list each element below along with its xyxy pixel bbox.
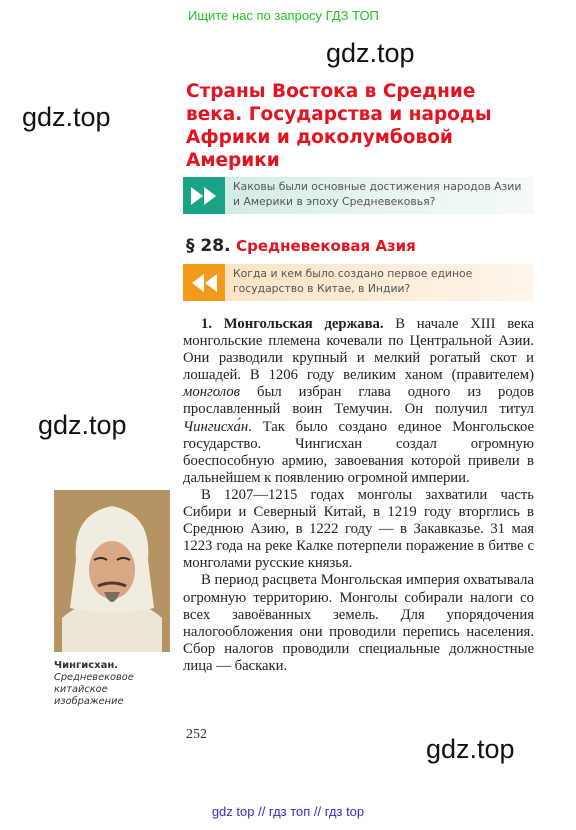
bottom-links[interactable]: gdz top // гдз топ // гдз top [211,804,365,819]
portrait-caption [54,660,174,708]
chapter-question-box [183,177,533,214]
genghis-khan-portrait [54,490,170,652]
page-number: 252 [186,727,207,742]
top-search-banner: Ищите нас по запросу ГДЗ ТОП [188,8,379,23]
section-title: Средневековая Азия [236,237,416,255]
chapter-title: Страны Востока в Средние века. Государства и народы Африки и доколумбовой Америки [186,81,492,171]
paragraph-3: В период расцвета Монгольская империя охватывала огромную территорию. Монголы собирали налоги со всех завоёванных земель. Для упорядочения налогообложения они проводили перепись населения. Сбор налогов проводили специальные должностные лица — баскаки. [183,572,534,674]
section-number: § 28. [186,236,231,256]
watermark: gdz.top [326,38,415,68]
section-question-text: Когда и кем было создано первое единое государство в Китае, в Индии? [233,267,473,295]
section-heading [186,236,416,256]
caption-title: Чингисхан. [54,660,119,671]
body-text [183,316,534,675]
paragraph-2: В 1207—1215 годах монголы захватили часть Сибири и Северный Китай, в 1219 году вторглись в Среднюю Азию, в 1222 году — в Закавказье. 31 мая 1223 года на реке Калке потерпели поражение в битве с монголами русские князья. [183,486,534,572]
section-question-box [183,264,533,301]
back-arrows-icon [183,264,225,301]
watermark: gdz.top [38,410,127,440]
watermark: gdz.top [22,102,111,132]
paragraph-1: 1. Монгольская держава. В начале XIII века монгольские племена кочевали по Центральной Азии. Они разводили крупный и мелкий рогатый скот и лошадей. В 1206 году великим ханом (правителем) монголов был избран глава одного из родов прославленный воин Темучин. Он получил титул Чингисха́н. Так было создано единое Монгольское государство. Чингисхан создал огромную боеспособную армию, завоевания которой привели в дальнейшем к появлению огромной империи. [183,316,534,486]
chapter-question-text: Каковы были основные достижения народов Азии и Америки в эпоху Средневековья? [233,180,522,208]
caption-description: Средневековое китайское изображение [54,672,134,707]
forward-arrows-icon [183,177,225,214]
subsection-heading: 1. Монгольская держава. [201,316,384,332]
watermark: gdz.top [426,734,515,764]
